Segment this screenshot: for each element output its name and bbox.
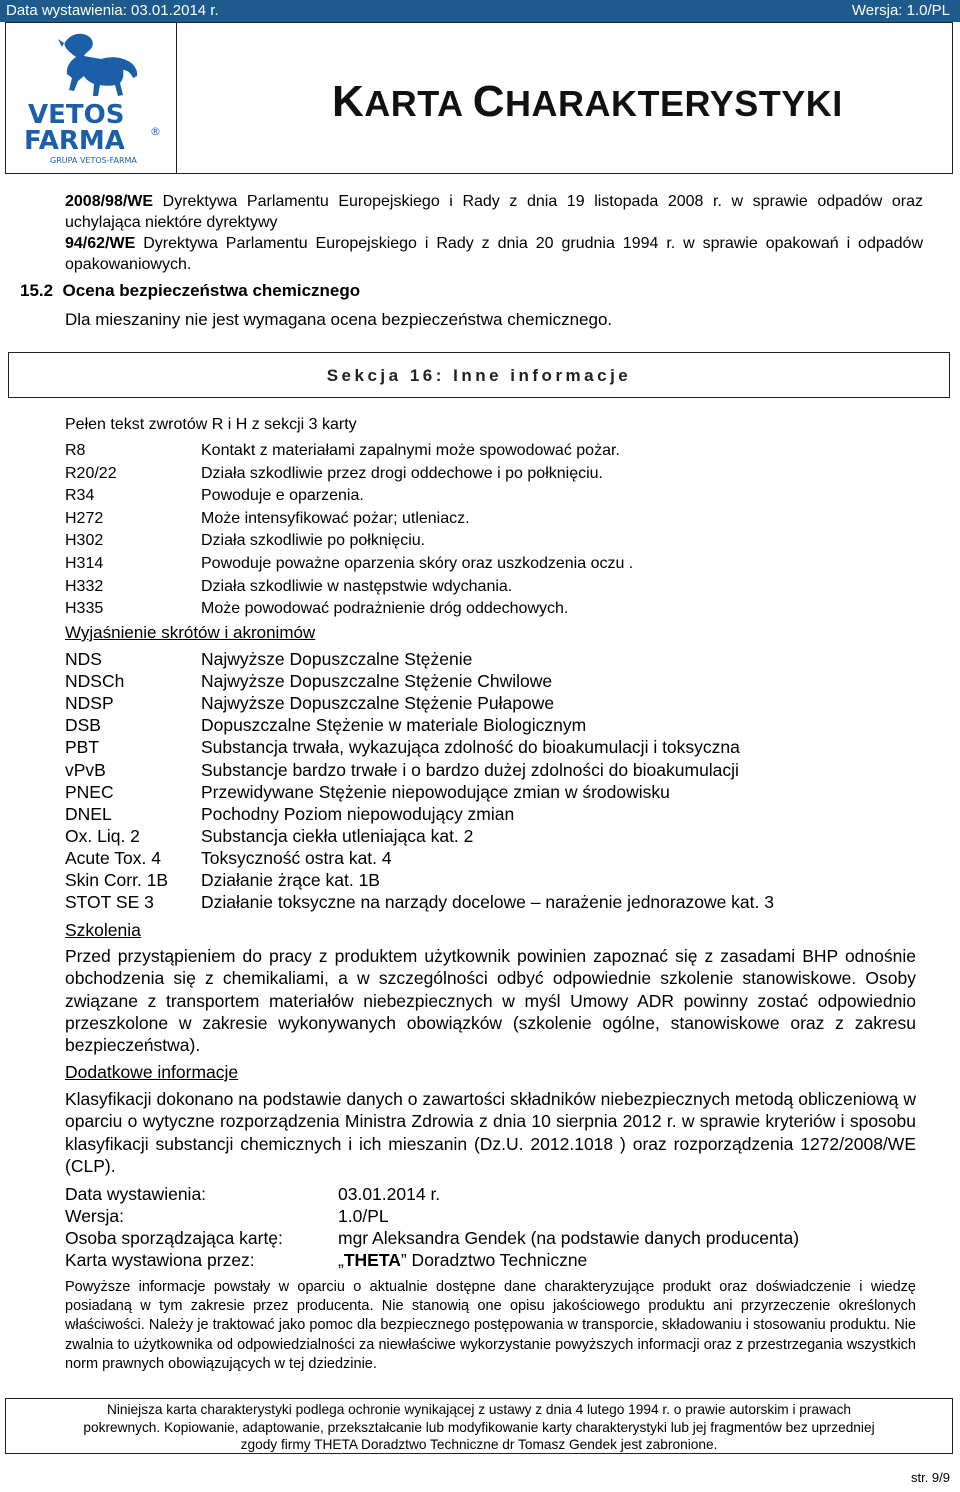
issuer-label: Karta wystawiona przez: <box>65 1250 255 1270</box>
phrase-row <box>65 532 426 550</box>
meta-label: Wersja: <box>65 1206 124 1226</box>
abbreviation-text: Najwyższe Dopuszczalne Stężenie Pułapowe <box>201 693 555 714</box>
abbreviation-code: Ox. Liq. 2 <box>65 825 140 846</box>
svg-text:GRUPA VETOS-FARMA: GRUPA VETOS-FARMA <box>50 156 137 165</box>
abbreviation-code: STOT SE 3 <box>65 892 154 913</box>
document-title: KARTA CHARAKTERYSTYKI <box>332 77 843 126</box>
meta-value: 1.0/PL <box>338 1206 389 1226</box>
phrase-text: Może powodować podrażnienie dróg oddechowych. <box>201 600 569 618</box>
abbreviation-row <box>65 870 380 891</box>
phrase-row <box>65 464 603 483</box>
document-header <box>5 22 953 174</box>
abbreviation-code: DNEL <box>65 803 112 824</box>
phrase-code: H332 <box>65 577 104 595</box>
phrase-code: R20/22 <box>65 464 117 482</box>
top-info-bar <box>0 0 960 22</box>
phrase-code: H314 <box>65 555 104 572</box>
phrase-row <box>65 509 470 528</box>
abbreviation-code: Acute Tox. 4 <box>65 847 161 868</box>
abbreviation-row <box>65 737 740 758</box>
footer-line-2: pokrewnych. Kopiowanie, adaptowanie, przekształcanie lub modyfikowanie karty charakterystyki lub jej fragmentów bez uprzedniej <box>83 1419 875 1435</box>
abbreviation-code: Skin Corr. 1B <box>65 870 169 890</box>
additional-info-heading: Dodatkowe informacje <box>65 1062 239 1082</box>
abbreviation-row <box>65 759 739 781</box>
page-number: str. 9/9 <box>910 1470 950 1485</box>
abbreviation-text: Najwyższe Dopuszczalne Stężenie Chwilowe <box>201 671 553 692</box>
copyright-footer <box>5 1398 953 1454</box>
disclaimer-text: Powyższe informacje powstały w oparciu o aktualnie dostępne dane charakteryzujące produkt oraz doświadczenie i wiedzę posiadaną w tym zakresie przez producenta. Nie stanowią one opisu jakościowego produktu ani przyrzeczenie określonych właściwości. Należy je traktować jako pomoc dla bezpiecznego postępowania w transporcie, składowaniu i stosowaniu produktu. Nie zwalnia to użytkownika od odpowiedzialności za niewłaściwe wykorzystanie powyższych informacji oraz z przestrzegania wszystkich norm prawnych obowiązujących w tej dziedzinie. <box>65 1279 916 1372</box>
abbreviation-text: Substancje bardzo trwałe i o bardzo dużej zdolności do bioakumulacji <box>201 759 739 780</box>
meta-value: 03.01.2014 r. <box>338 1184 441 1204</box>
abbreviation-row <box>65 847 392 869</box>
meta-value: mgr Aleksandra Gendek (na podstawie danych producenta) <box>338 1228 800 1248</box>
abbreviation-code: NDS <box>65 649 102 669</box>
phrase-row <box>65 442 620 460</box>
directive-94-62: 94/62/WE Dyrektywa Parlamentu Europejskiego i Rady z dnia 20 grudnia 1994 r. w sprawie opakowań i odpadów opakowaniowych. <box>65 235 923 273</box>
phrase-code: R8 <box>65 442 86 459</box>
section-16-header: Sekcja 16: Inne informacje <box>8 352 950 398</box>
phrase-code: R34 <box>65 487 95 505</box>
phrase-text: Może intensyfikować pożar; utleniacz. <box>201 509 470 527</box>
abbreviation-row <box>65 781 670 803</box>
meta-row <box>65 1206 389 1227</box>
phrase-code: H302 <box>65 532 104 550</box>
phrase-text: Powoduje e oparzenia. <box>201 487 364 505</box>
phrase-text: Działa szkodliwie po połknięciu. <box>201 532 426 550</box>
abbreviation-row <box>65 892 774 913</box>
abbreviation-code: NDSP <box>65 693 114 714</box>
phrase-code: H335 <box>65 600 104 618</box>
abbreviation-text: Przewidywane Stężenie niepowodujące zmian w środowisku <box>201 781 670 802</box>
meta-label: Data wystawienia: <box>65 1184 207 1204</box>
phrase-text: Powoduje poważne oparzenia skóry oraz uszkodzenia oczu . <box>201 555 634 572</box>
abbreviation-row <box>65 649 473 670</box>
issuer-value: „THETA” Doradztwo Techniczne <box>338 1250 588 1270</box>
abbreviation-code: PBT <box>65 737 100 758</box>
phrase-row <box>65 555 634 573</box>
training-heading: Szkolenia <box>65 920 141 940</box>
abbreviations-heading: Wyjaśnienie skrótów i akronimów <box>65 623 316 642</box>
issue-date-label: Data wystawienia: 03.01.2014 r. <box>6 2 219 19</box>
abbreviation-text: Toksyczność ostra kat. 4 <box>201 847 392 868</box>
meta-row <box>65 1228 800 1249</box>
phrase-text: Działa szkodliwie przez drogi oddechowe i po połknięciu. <box>201 464 603 482</box>
training-text: Przed przystąpieniem do pracy z produktem użytkownik powinien zapoznać się z zasadami BHP odnośnie obchodzenia się z chemikaliami, a w szczególności odbyć odpowiednie szkolenie stanowiskowe. Osoby związane z transportem materiałów niebezpiecznych w myśl Umowy ADR powinny zostać odpowiednio przeszkolone w zakresie wykonywanych obowiązków (szkolenie ogólne, stanowiskowe oraz z zakresu bezpieczeństwa). <box>65 946 916 1056</box>
svg-text:VETOS: VETOS <box>28 100 125 130</box>
subsection-15-2-text: Dla mieszaniny nie jest wymagana ocena bezpieczeństwa chemicznego. <box>65 310 613 329</box>
subsection-15-2-heading: 15.2 Ocena bezpieczeństwa chemicznego <box>20 281 361 300</box>
abbreviation-text: Najwyższe Dopuszczalne Stężenie <box>201 649 473 669</box>
abbreviation-row <box>65 715 587 736</box>
abbreviation-row <box>65 693 555 714</box>
abbreviation-code: PNEC <box>65 781 114 802</box>
abbreviation-row <box>65 671 553 692</box>
meta-label: Osoba sporządzająca kartę: <box>65 1228 283 1248</box>
footer-line-3: zgody firmy THETA Doradztwo Techniczne dr Tomasz Gendek jest zabronione. <box>240 1437 718 1452</box>
footer-line-1: Niniejsza karta charakterystyki podlega ochronie wynikającej z ustawy z dnia 4 lutego 1994 r. o prawie autorskim i prawach <box>106 1402 852 1417</box>
phrase-text: Kontakt z materiałami zapalnymi może spowodować pożar. <box>201 442 620 459</box>
phrase-text: Działa szkodliwie w następstwie wdychania. <box>201 577 513 595</box>
phrase-row <box>65 487 364 505</box>
abbreviation-text: Substancja trwała, wykazująca zdolność do bioakumulacji i toksyczna <box>201 737 740 758</box>
abbreviation-code: NDSCh <box>65 671 125 692</box>
additional-info-text: Klasyfikacji dokonano na podstawie danych o zawartości składników niebezpiecznych metodą obliczeniową w oparciu o wytyczne rozporządzenia Ministra Zdrowia z dnia 10 sierpnia 2012 r. w sprawie kryteriów i sposobu klasyfikacji substancji chemicznych i ich mieszanin (Dz.U. 2012.1018 ) oraz rozporządzenia 1272/2008/WE (CLP). <box>65 1089 916 1176</box>
directive-2008-98: 2008/98/WE Dyrektywa Parlamentu Europejskiego i Rady z dnia 19 listopada 2008 r. w sprawie odpadów oraz uchylająca niektóre dyrektywy <box>65 193 923 231</box>
abbreviation-text: Pochodny Poziom niepowodujący zmian <box>201 803 515 824</box>
meta-row <box>65 1184 441 1205</box>
abbreviation-row <box>65 825 474 847</box>
phrases-heading: Pełen tekst zwrotów R i H z sekcji 3 karty <box>65 416 357 433</box>
abbreviation-code: vPvB <box>65 759 106 780</box>
abbreviation-row <box>65 803 515 825</box>
abbreviation-text: Dopuszczalne Stężenie w materiale Biologicznym <box>201 715 587 736</box>
svg-text:®: ® <box>150 125 161 138</box>
abbreviation-text: Działanie żrące kat. 1B <box>201 870 380 890</box>
abbreviation-text: Działanie toksyczne na narządy docelowe – narażenie jednorazowe kat. 3 <box>201 892 774 913</box>
horse-logo-icon <box>6 23 176 173</box>
abbreviation-text: Substancja ciekła utleniająca kat. 2 <box>201 825 474 846</box>
abbreviation-code: DSB <box>65 715 101 736</box>
phrase-row <box>65 600 569 618</box>
svg-text:FARMA: FARMA <box>24 126 125 156</box>
phrase-row <box>65 577 513 596</box>
issuer-row <box>65 1250 588 1271</box>
version-label: Wersja: 1.0/PL <box>851 2 950 19</box>
phrase-code: H272 <box>65 509 104 527</box>
company-logo <box>6 23 177 173</box>
